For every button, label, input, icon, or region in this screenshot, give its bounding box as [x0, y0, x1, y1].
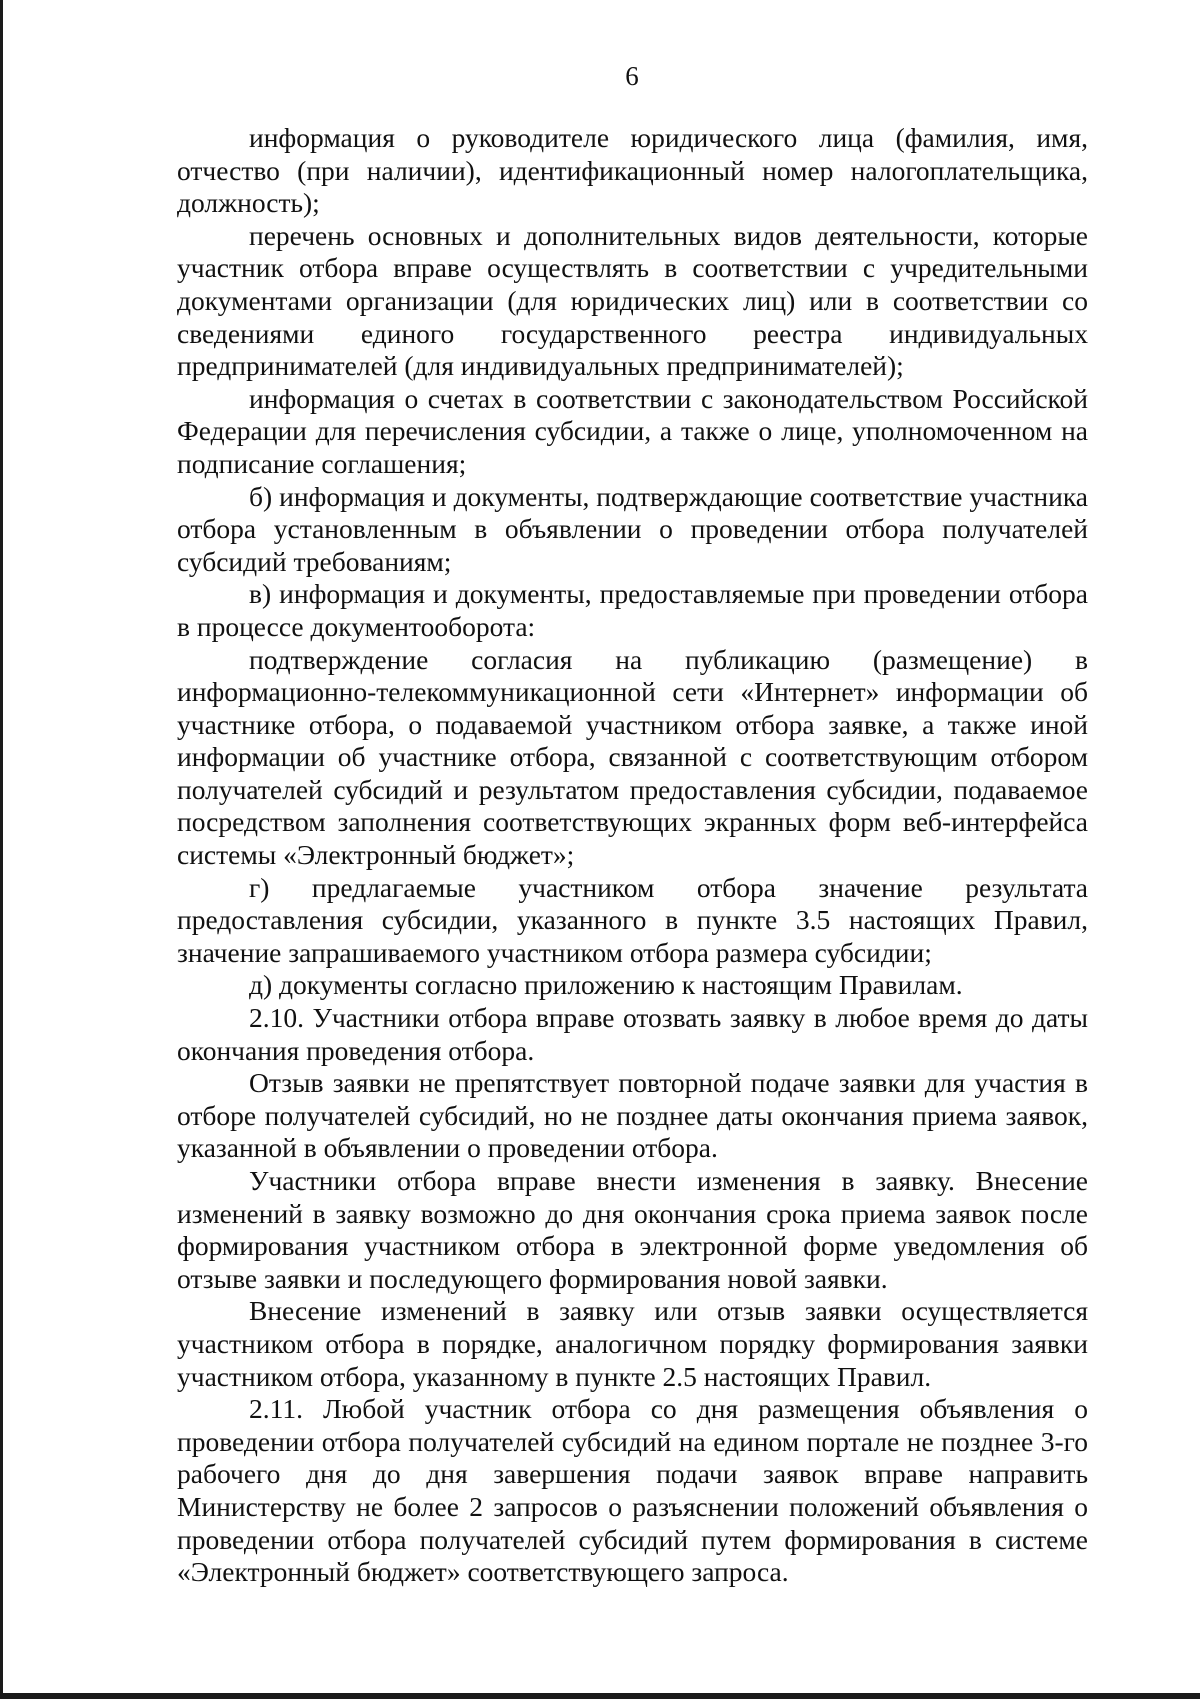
scan-border-bottom: [0, 1693, 1200, 1699]
paragraph-head-info: информация о руководителе юридического лица (фамилия, имя, отчество (при наличии), идентификационный номер налогоплательщика, должность);: [177, 122, 1088, 219]
paragraph-withdrawal: Отзыв заявки не препятствует повторной подаче заявки для участия в отборе получателей субсидий, но не позднее даты окончания приема заявок, указанной в объявлении о проведении отбора.: [177, 1067, 1088, 1164]
paragraph-item-g: г) предлагаемые участником отбора значение результата предоставления субсидии, указанного в пункте 3.5 настоящих Правил, значение запрашиваемого участником отбора размера субсидии;: [177, 871, 1088, 968]
paragraph-changes: Участники отбора вправе внести изменения в заявку. Внесение изменений в заявку возможно до дня окончания срока приема заявок после формирования участником отбора в электронной форме уведомления об отзыве заявки и последующего формирования новой заявки.: [177, 1165, 1088, 1294]
paragraph-activity-list: перечень основных и дополнительных видов деятельности, которые участник отбора вправе осуществлять в соответствии с учредительными документами организации (для юридических лиц) или в соответствии со сведениями единого государственного реестра индивидуальных предпринимателей (для индивидуальных предпринимателей);: [177, 219, 1088, 382]
document-body: [177, 122, 1088, 1589]
paragraph-item-d: д) документы согласно приложению к настоящим Правилам.: [249, 969, 963, 1001]
paragraph-accounts-info: информация о счетах в соответствии с законодательством Российской Федерации для перечисления субсидии, а также о лице, уполномоченном на подписание соглашения;: [177, 382, 1088, 479]
paragraph-item-b: б) информация и документы, подтверждающие соответствие участника отбора установленным в объявлении о проведении отбора получателей субсидий требованиям;: [177, 480, 1088, 577]
paragraph-2-11: 2.11. Любой участник отбора со дня размещения объявления о проведении отбора получателей субсидий на едином портале не позднее 3-го рабочего дня до дня завершения подачи заявок вправе направить Министерству не более 2 запросов о разъяснении положений объявления о проведении отбора получателей субсидий путем формирования в системе «Электронный бюджет» соответствующего запроса.: [177, 1393, 1088, 1588]
paragraph-changes-order: Внесение изменений в заявку или отзыв заявки осуществляется участником отбора в порядке, аналогичном порядку формирования заявки участником отбора, указанному в пункте 2.5 настоящих Правил.: [177, 1295, 1088, 1392]
page-number: 6: [625, 61, 639, 91]
paragraph-item-v: в) информация и документы, предоставляемые при проведении отбора в процессе документооборота:: [177, 578, 1088, 642]
paragraph-consent: подтверждение согласия на публикацию (размещение) в информационно-телекоммуникационной сети «Интернет» информации об участнике отбора, о подаваемой участником отбора заявке, а также иной информации об участнике отбора, связанной с соответствующим отбором получателей субсидий и результатом предоставления субсидии, подаваемое посредством заполнения соответствующих экранных форм веб-интерфейса системы «Электронный бюджет»;: [177, 643, 1088, 871]
scan-border-left: [0, 0, 3, 1699]
paragraph-2-10: 2.10. Участники отбора вправе отозвать заявку в любое время до даты окончания проведения отбора.: [177, 1002, 1088, 1066]
